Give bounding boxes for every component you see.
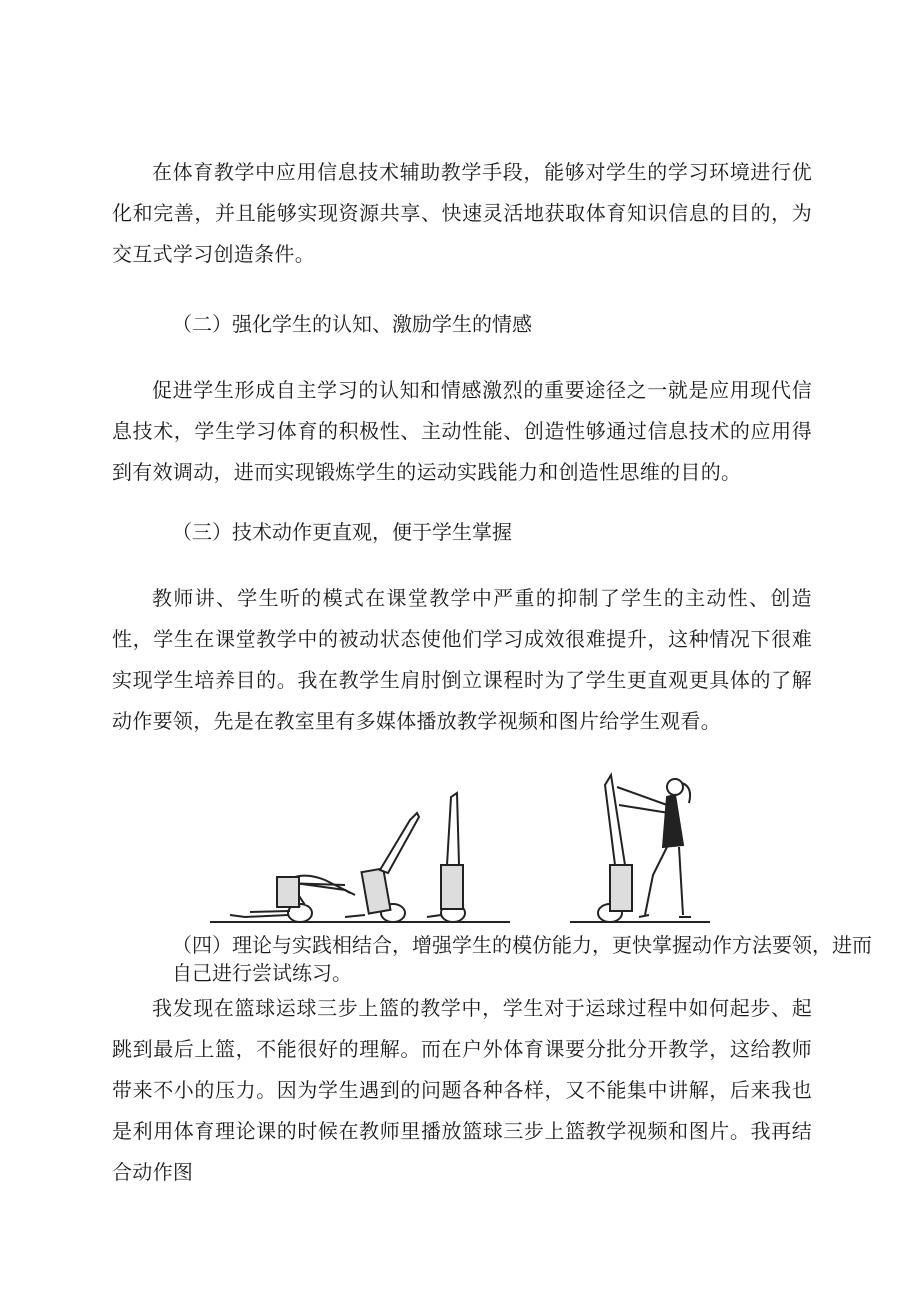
paragraph-2: 促进学生形成自主学习的认知和情感激烈的重要途径之一就是应用现代信息技术，学生学习体育的积极性、主动性能、创造性够通过信息技术的应用得到有效调动，进而实现锻炼学生的运动实践能力和创造性思维的目的。 — [112, 378, 812, 484]
section-heading-2: （二）强化学生的认知、激励学生的情感 — [172, 312, 532, 336]
paragraph-4: 我发现在篮球运球三步上篮的教学中，学生对于运球过程中如何起步、起跳到最后上篮，不能很好的理解。而在户外体育课要分批分开教学，这给教师带来不小的压力。因为学生遇到的问题各种各样，又不能集中讲解，后来我也是利用体育理论课的时候在教师里播放篮球三步上篮教学视频和图片。我再结合动作图 — [112, 996, 812, 1184]
shoulder-stand-illustration — [205, 765, 725, 930]
section-heading-3: （三）技术动作更直观，便于学生掌握 — [172, 520, 512, 544]
shoulder-stand-drawing — [205, 765, 725, 930]
pose-4-figures — [598, 775, 691, 922]
pose-2-figure — [345, 813, 419, 922]
paragraph-1: 在体育教学中应用信息技术辅助教学手段，能够对学生的学习环境进行优化和完善，并且能够实现资源共享、快速灵活地获取体育知识信息的目的，为交互式学习创造条件。 — [112, 160, 812, 266]
section-heading-4: （四）理论与实践相结合，增强学生的模仿能力，更快掌握动作方法要领，进而自己进行尝试练习。 — [172, 933, 872, 985]
pose-3-figure — [427, 793, 465, 922]
section-heading-4-line — [112, 931, 872, 987]
paragraph-3: 教师讲、学生听的模式在课堂教学中严重的抑制了学生的主动性、创造性，学生在课堂教学中的被动状态使他们学习成效很难提升，这种情况下很难实现学生培养目的。我在教学生肩肘倒立课程时为了学生更直观更具体的了解动作要领，先是在教室里有多媒体播放教学视频和图片给学生观看。 — [112, 586, 812, 733]
pose-1-figure — [230, 876, 355, 922]
